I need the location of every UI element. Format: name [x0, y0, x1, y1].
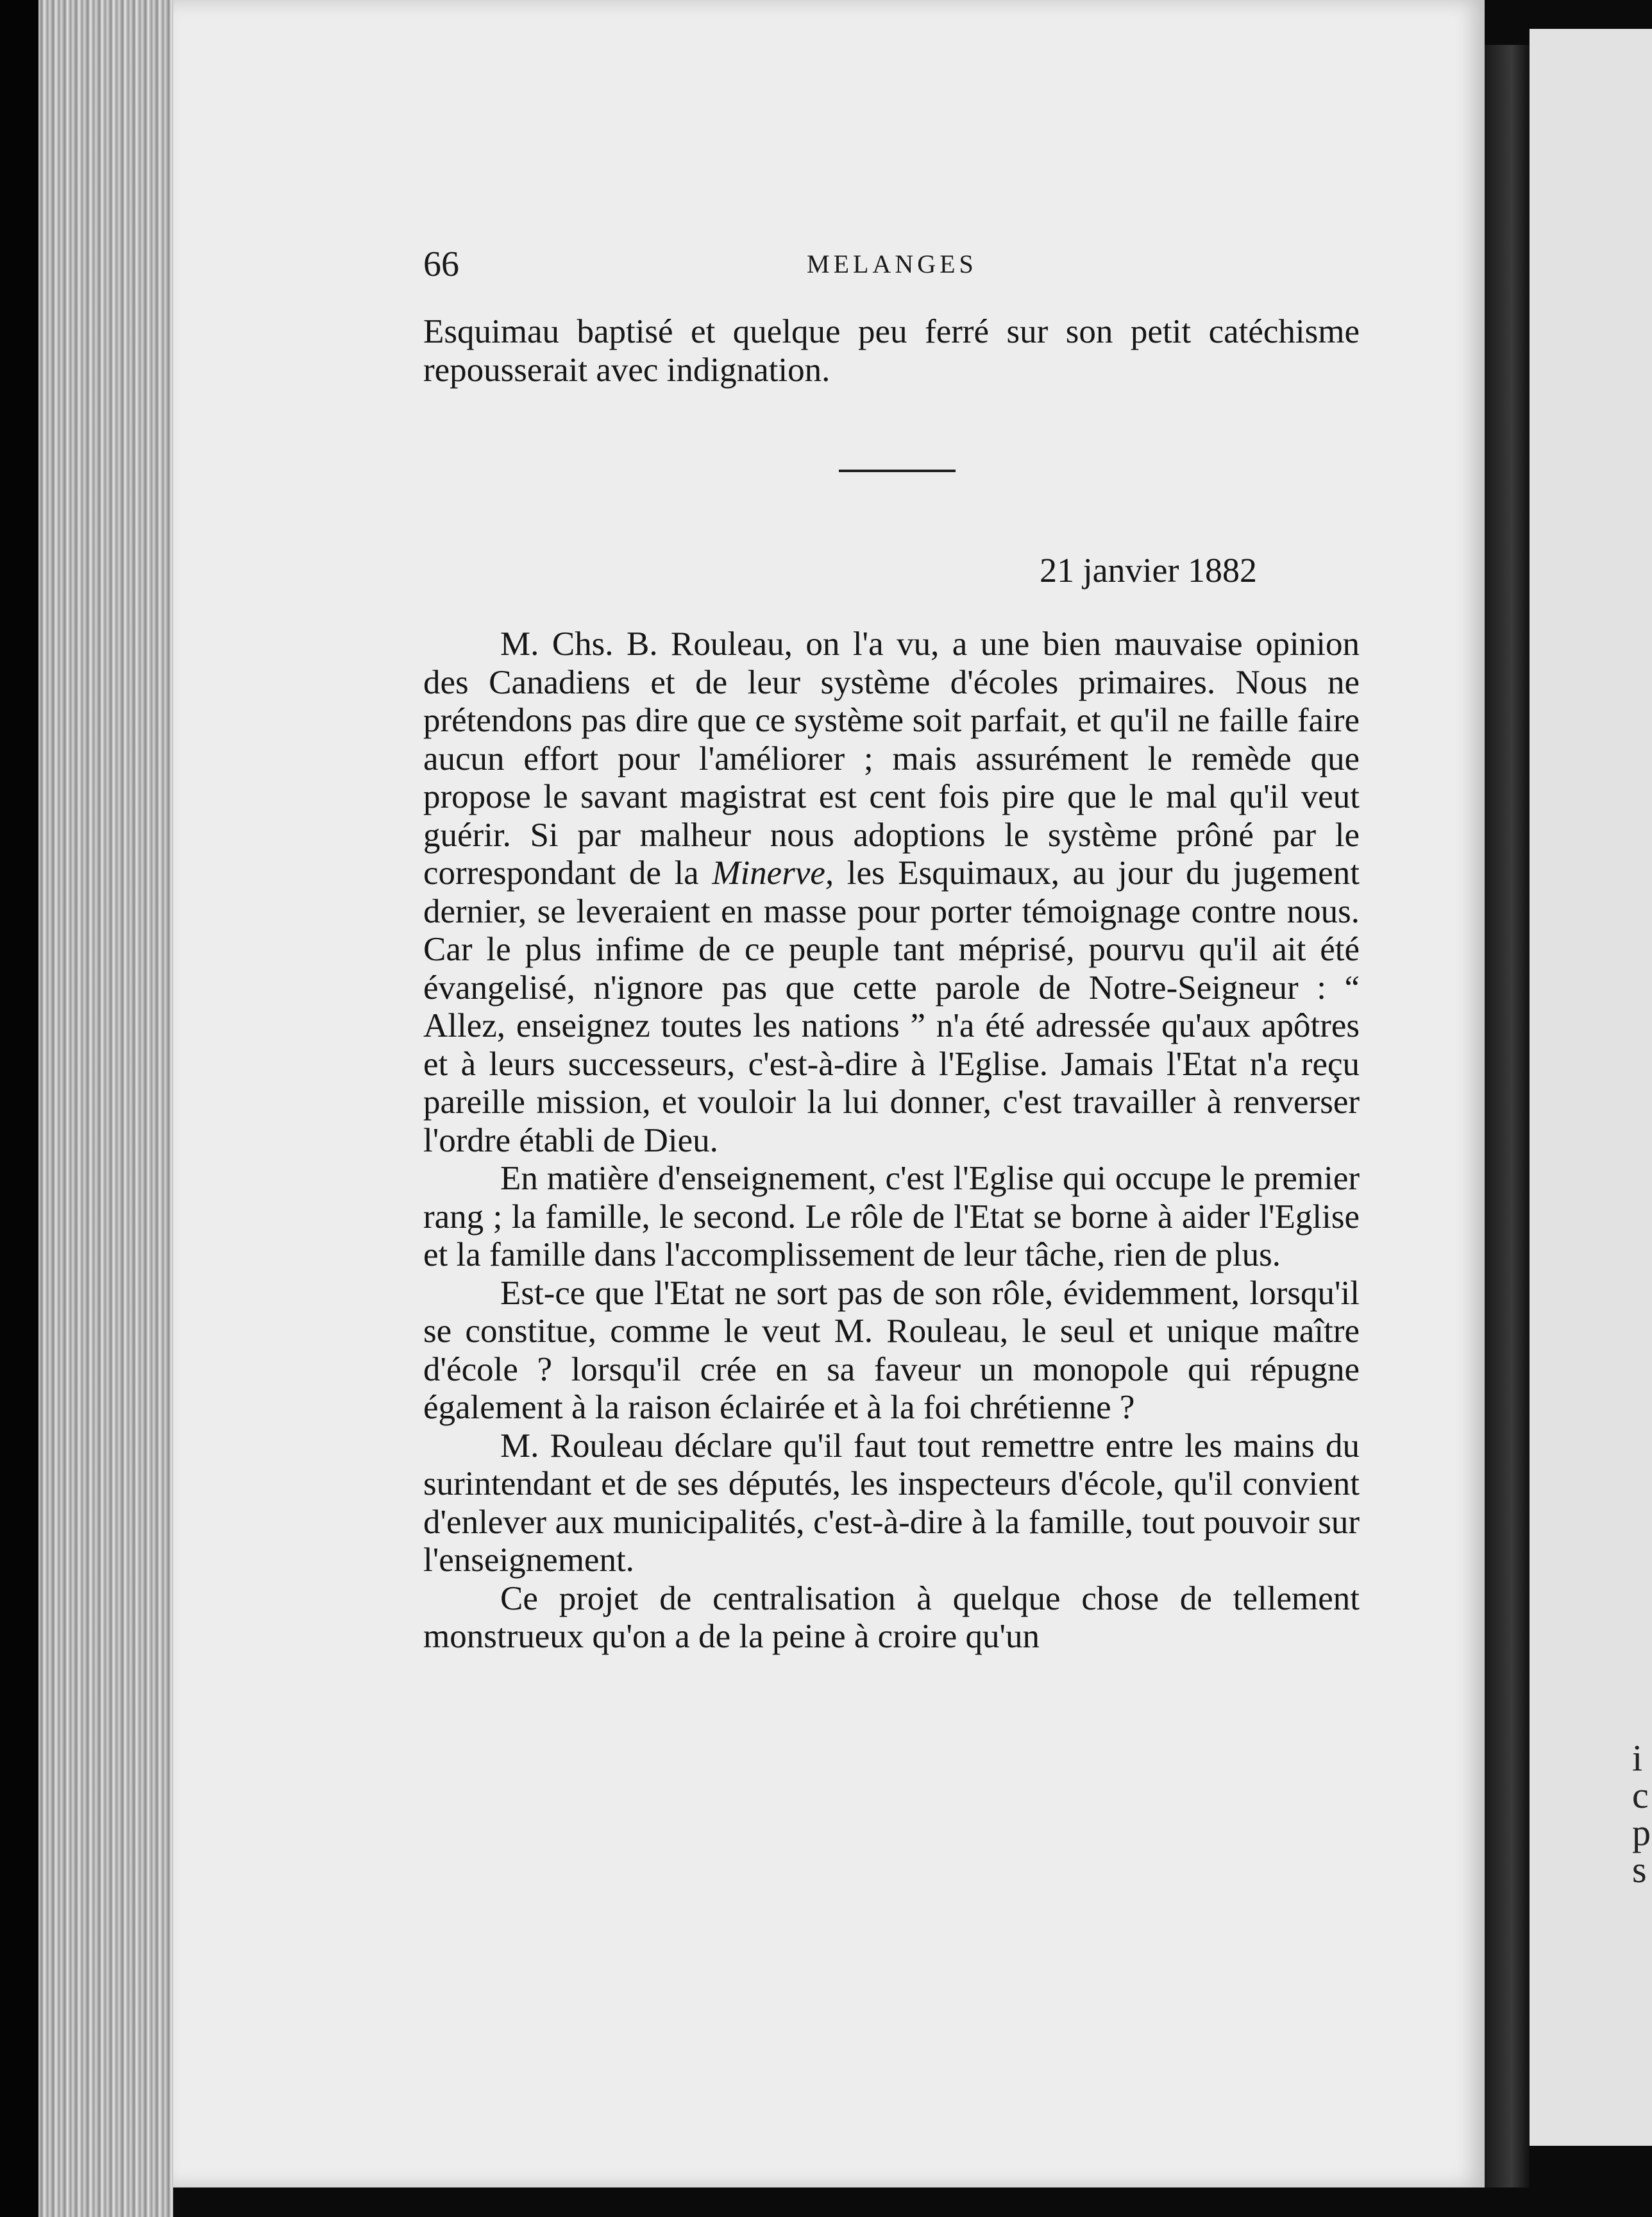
paragraph-continuation: Esquimau baptisé et quelque peu ferré sur son petit catéchisme repousserait avec indignation.	[423, 313, 1360, 389]
continued-paragraph	[423, 313, 1360, 389]
section-divider	[839, 470, 956, 472]
adjacent-page-fragment: c	[1632, 1774, 1649, 1816]
adjacent-page-fragment: i	[1632, 1737, 1643, 1779]
paragraph-2: En matière d'enseignement, c'est l'Eglise qui occupe le premier rang ; la famille, le second. Le rôle de l'Etat se borne à aider l'Eglise et la famille dans l'accomplissement de leur tâche, rien de plus.	[423, 1160, 1360, 1273]
dateline: 21 janvier 1882	[1040, 551, 1257, 590]
newspaper-title: Minerve,	[712, 854, 834, 892]
paragraph-1	[423, 625, 1360, 1160]
paragraph-1-text-a: M. Chs. B. Rouleau, on l'a vu, a une bien mauvaise opinion des Canadiens et de leur système d'écoles primaires. Nous ne prétendons pas dire que ce système soit parfait, et qu'il ne faille faire aucun effort pour l'améliorer ; mais assurément le remède que propose le savant magistrat est cent fois pire que le mal qu'il veut guérir. Si par malheur nous adoptions le système prôné par le correspondant de la	[423, 625, 1360, 892]
running-head	[423, 244, 1360, 289]
paragraph-1-text-b: les Esquimaux, au jour du jugement dernier, se leveraient en masse pour porter témoignage contre nous. Car le plus infime de ce peuple tant méprisé, pourvu qu'il ait été évangelisé, n'ignore pas que cette parole de Notre-Seigneur : “ Allez, enseignez toutes les nations ” n'a été adressée qu'aux apôtres et à leurs successeurs, c'est-à-dire à l'Eglise. Jamais l'Etat n'a reçu pareille mission, et vouloir la lui donner, c'est travailler à renverser l'ordre établi de Dieu.	[423, 854, 1360, 1159]
book-gutter	[1485, 45, 1530, 2187]
adjacent-page-fragment: p	[1632, 1812, 1651, 1853]
paragraph-4: M. Rouleau déclare qu'il faut tout remettre entre les mains du surintendant et de ses députés, les inspecteurs d'école, qu'il convient d'enlever aux municipalités, c'est-à-dire à la famille, tout pouvoir sur l'enseignement.	[423, 1427, 1360, 1579]
running-title: MELANGES	[807, 250, 977, 278]
paragraph-5: Ce projet de centralisation à quelque chose de tellement monstrueux qu'on a de la peine à croire qu'un	[423, 1579, 1360, 1655]
page-number: 66	[423, 244, 459, 284]
article-body	[423, 625, 1360, 1656]
adjacent-page-fragment: s	[1632, 1849, 1647, 1890]
paragraph-3: Est-ce que l'Etat ne sort pas de son rôle, évidemment, lorsqu'il se constitue, comme le veut M. Rouleau, le seul et unique maître d'école ? lorsqu'il crée en sa faveur un monopole qui répugne également à la raison éclairée et à la foi chrétienne ?	[423, 1274, 1360, 1426]
book-page-edges	[38, 0, 173, 2217]
scan-border-left	[0, 0, 38, 2217]
